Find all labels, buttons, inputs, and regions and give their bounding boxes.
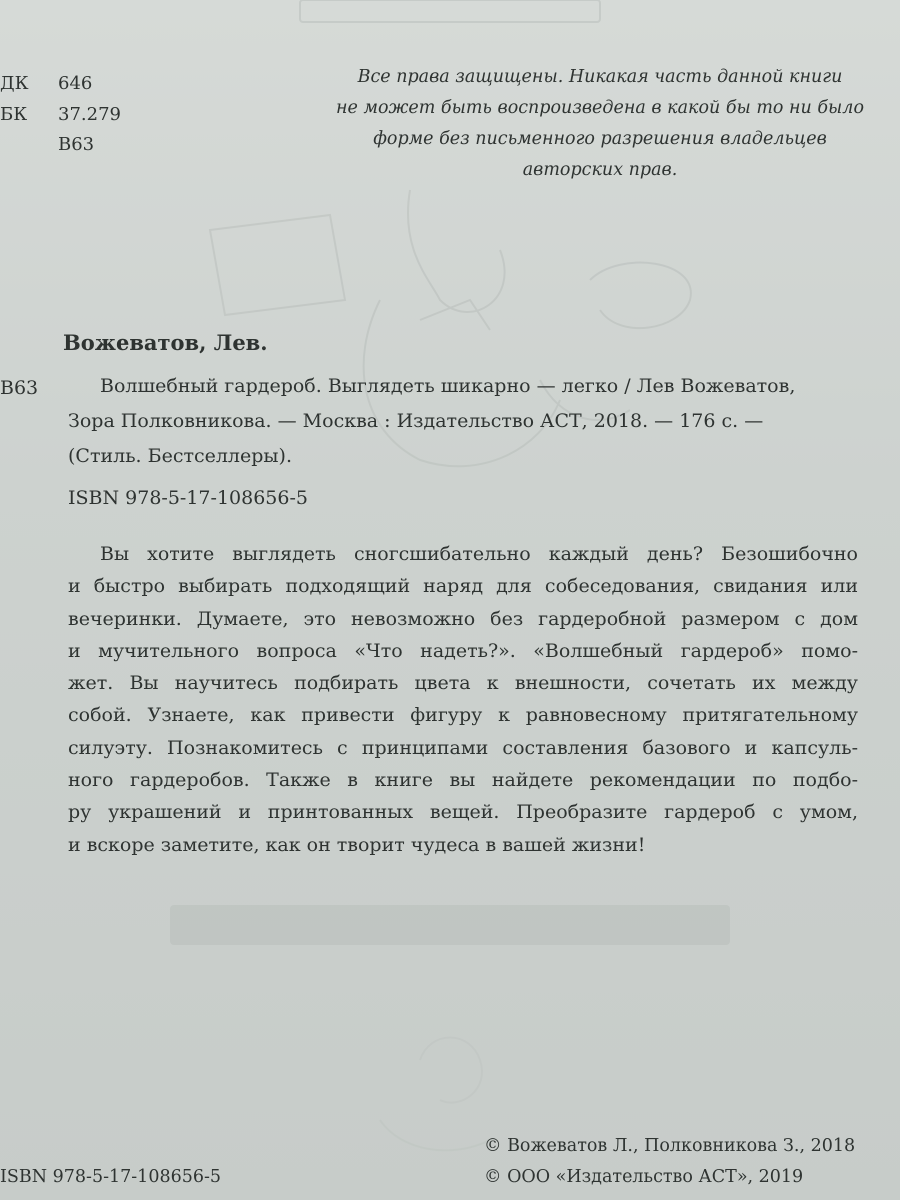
author-heading: Вожеватов, Лев. (63, 330, 268, 355)
annotation-line: вечеринки. Думаете, это невозможно без гардеробной размером с дом (68, 607, 858, 630)
annotation-line: собой. Узнаете, как привести фигуру к равновесному притягательному (68, 704, 858, 727)
bibliographic-description (68, 369, 858, 474)
copyright-authors: © Вожеватов Л., Полковникова З., 2018 (484, 1136, 856, 1156)
annotation-line: силуэту. Познакомитесь с принципами составления базового и капсуль- (68, 736, 858, 759)
annotation-line: жет. Вы научитесь подбирать цвета к внешности, сочетать их между (68, 672, 858, 695)
annotation-line: Вы хотите выглядеть сногсшибательно каждый день? Безошибочно (100, 543, 858, 565)
annotation (68, 538, 858, 861)
bbk-label: БК (0, 104, 28, 125)
biblio-line: (Стиль. Бестселлеры). (68, 445, 292, 467)
copyright-publisher: © ООО «Издательство АСТ», 2019 (484, 1167, 804, 1187)
rights-line: авторских прав. (522, 160, 678, 180)
annotation-line: и мучительного вопроса «Что надеть?». «Волшебный гардероб» помо- (68, 639, 858, 662)
biblio-line: Волшебный гардероб. Выглядеть шикарно — легко / Лев Вожеватов, (100, 375, 796, 397)
annotation-line: ного гардеробов. Также в книге вы найдете рекомендации по подбо- (68, 769, 858, 792)
isbn-bottom: ISBN 978-5-17-108656-5 (0, 1167, 222, 1187)
rights-line: Все права защищены. Никакая часть данной книги (357, 67, 843, 87)
biblio-line: Зора Полковникова. — Москва : Издательство АСТ, 2018. — 176 с. — (68, 410, 764, 432)
rights-notice (330, 62, 870, 186)
udc-value: 646 (58, 73, 93, 94)
bbk-value: 37.279 (58, 104, 121, 125)
annotation-line: ру украшений и принтованных вещей. Преобразите гардероб с умом, (68, 801, 858, 824)
isbn-main: ISBN 978-5-17-108656-5 (68, 487, 308, 509)
rights-line: форме без письменного разрешения владельцев (373, 129, 827, 149)
cutter-margin: В63 (0, 377, 39, 399)
rights-line: не может быть воспроизведена в какой бы то ни было (336, 98, 864, 118)
udc-label: ДК (0, 73, 29, 94)
annotation-line: и вскоре заметите, как он творит чудеса в вашей жизни! (68, 833, 646, 856)
annotation-line: и быстро выбирать подходящий наряд для собеседования, свидания или (68, 575, 858, 598)
cutter-code: В63 (58, 134, 95, 155)
